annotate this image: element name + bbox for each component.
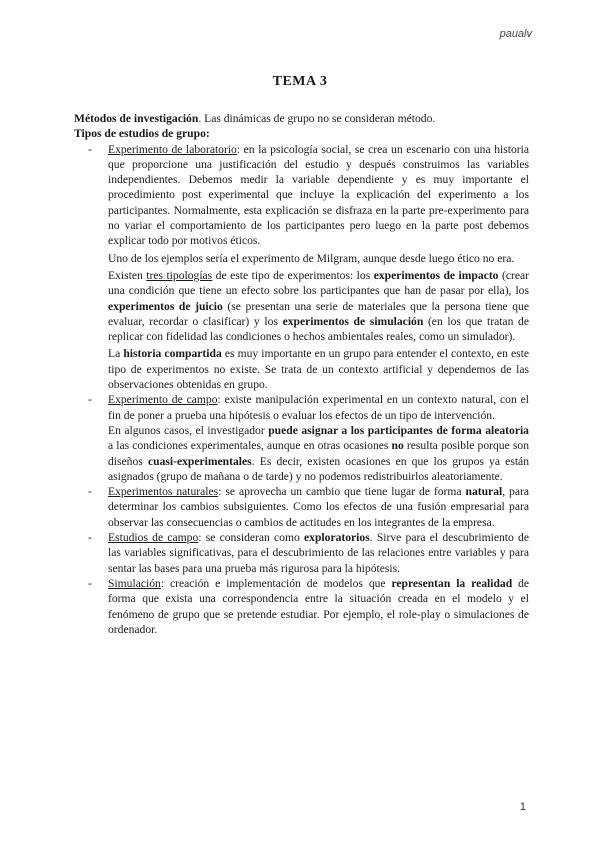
lab-p4-a: La <box>108 347 124 361</box>
lab-paragraph-3 <box>108 268 529 344</box>
list-item-simulation <box>74 576 529 637</box>
lab-p3-bold-simulation: experimentos de simulación <box>282 314 424 328</box>
field-p2-bold-no: no <box>391 439 404 453</box>
lab-term: Experimento de laboratorio <box>108 142 237 156</box>
field-p2-bold-random: puede asignar a los participantes de forma aleatoria <box>268 423 529 437</box>
field-p2-bold-quasi: cuasi-experimentales <box>147 454 252 468</box>
simulation-text-a: : creación e implementación de modelos que <box>160 576 392 590</box>
field-study-text-a: : se consideran como <box>198 531 305 545</box>
lab-p3-bold-judgment: experimentos de juicio <box>108 299 223 313</box>
types-heading-text: Tipos de estudios de grupo: <box>74 127 210 141</box>
lab-p3-e: (en los que tratan de replicar con fidelidad las condiciones o hechos ambientales reales, como un simulador). <box>108 314 529 344</box>
field-study-term: Estudios de campo <box>108 531 199 545</box>
methods-line <box>74 111 529 126</box>
natural-term: Experimentos naturales <box>108 485 219 499</box>
lab-p3-b: de este tipo de experimentos: los <box>212 268 374 282</box>
natural-text-b: , para determinar los cambios subsiguientes. Como los efectos de una fusión empresarial para observar las consecuencias o cambios de actitudes en los integrantes de la empresa. <box>108 485 530 529</box>
field-p2-c: resulta posible porque son diseños <box>108 439 529 468</box>
field-paragraph-2 <box>108 423 529 484</box>
list-item-lab-experiment <box>74 142 529 393</box>
list-item-natural-experiments <box>74 484 529 530</box>
lab-p3-underline: tres tipologías <box>146 268 213 282</box>
field-p2-a: En algunos casos, el investigador <box>108 423 269 437</box>
lab-p4-b: es muy importante en un grupo para entender el contexto, en este tipo de experimentos no existe. Se trata de un contexto artificial y dependemos de las observaciones obtenidas en grupo. <box>108 347 529 392</box>
list-dash: - <box>88 142 92 156</box>
lab-p3-bold-impact: experimentos de impacto <box>373 268 499 282</box>
field-study-paragraph <box>108 530 529 576</box>
simulation-bold: representan la realidad <box>391 576 513 590</box>
natural-text-a: : se aprovecha un cambio que tiene lugar de forma <box>218 485 466 499</box>
field-p2-b: a las condiciones experimentales, aunque en otras ocasiones <box>108 439 392 453</box>
lab-paragraph-2: Uno de los ejemplos sería el experimento de Milgram, aunque desde luego ético no era. <box>108 251 515 265</box>
list-item-field-experiment <box>74 392 529 484</box>
list-item-field-studies <box>74 530 529 576</box>
field-study-bold: exploratorios <box>304 531 370 545</box>
natural-paragraph <box>108 484 529 530</box>
author-name: paualv <box>499 28 532 40</box>
types-heading <box>74 126 529 141</box>
page-title: TEMA 3 <box>272 74 328 89</box>
field-term: Experimento de campo <box>108 393 218 407</box>
lab-paragraph-4 <box>108 346 529 392</box>
natural-bold: natural <box>465 485 503 499</box>
document-body <box>74 111 529 637</box>
lab-paragraph-1 <box>108 142 529 249</box>
field-p2-d: . Es decir, existen ocasiones en que los grupos ya están asignados (grupo de mañana o de tarde) y no podemos redistribuirlos aleatoriamente. <box>108 454 529 483</box>
list-dash: - <box>88 393 92 407</box>
field-study-text-b: . Sirve para el descubrimiento de las variables significativas, para el descubrimiento de las relaciones entre variables y para sentar las bases para una prueba más rigurosa para la hipótesis. <box>108 531 529 575</box>
field-text-1: : existe manipulación experimental en un contexto natural, con el fin de poner a prueba una hipótesis o evaluar los efectos de un tipo de intervención. <box>108 393 529 422</box>
methods-text: . Las dinámicas de grupo no se consideran método. <box>198 112 436 125</box>
lab-p4-bold: historia compartida <box>123 347 222 361</box>
lab-p3-c: (crear una condición que tiene un efecto sobre los participantes que han de pasar por ella), los <box>108 268 529 298</box>
simulation-term: Simulación <box>108 576 161 590</box>
methods-label: Métodos de investigación <box>74 112 199 125</box>
simulation-text-b: de forma que exista una correspondencia entre la situación creada en el modelo y el fenómeno de grupo que se pretende estudiar. Por ejemplo, el role-play o simulaciones de ordenador. <box>108 576 530 636</box>
lab-text-1: : en la psicología social, se crea un escenario con una historia que proporcione una justificación del estudio y después construimos las variables independientes. Debemos medir la variable dependiente y es muy importante el procedimiento post experimental que incluye la explicación del experimento a los participantes. Normalmente, esta explicación se disfraza en la parte pre-experimento para no variar el comportamiento de los participantes pero luego en la parte post debemos explicar todo por motivos éticos. <box>108 142 529 248</box>
list-dash: - <box>88 531 92 545</box>
list-dash: - <box>88 576 92 590</box>
lab-p3-d: (se presentan una serie de materiales que la persona tiene que evaluar, recordar o clasificar) y los <box>108 299 529 328</box>
field-paragraph-1 <box>108 392 529 423</box>
simulation-paragraph <box>108 576 529 637</box>
list-dash: - <box>88 485 92 499</box>
lab-p3-a: Existen <box>108 268 147 282</box>
page-number: 1 <box>519 801 526 813</box>
